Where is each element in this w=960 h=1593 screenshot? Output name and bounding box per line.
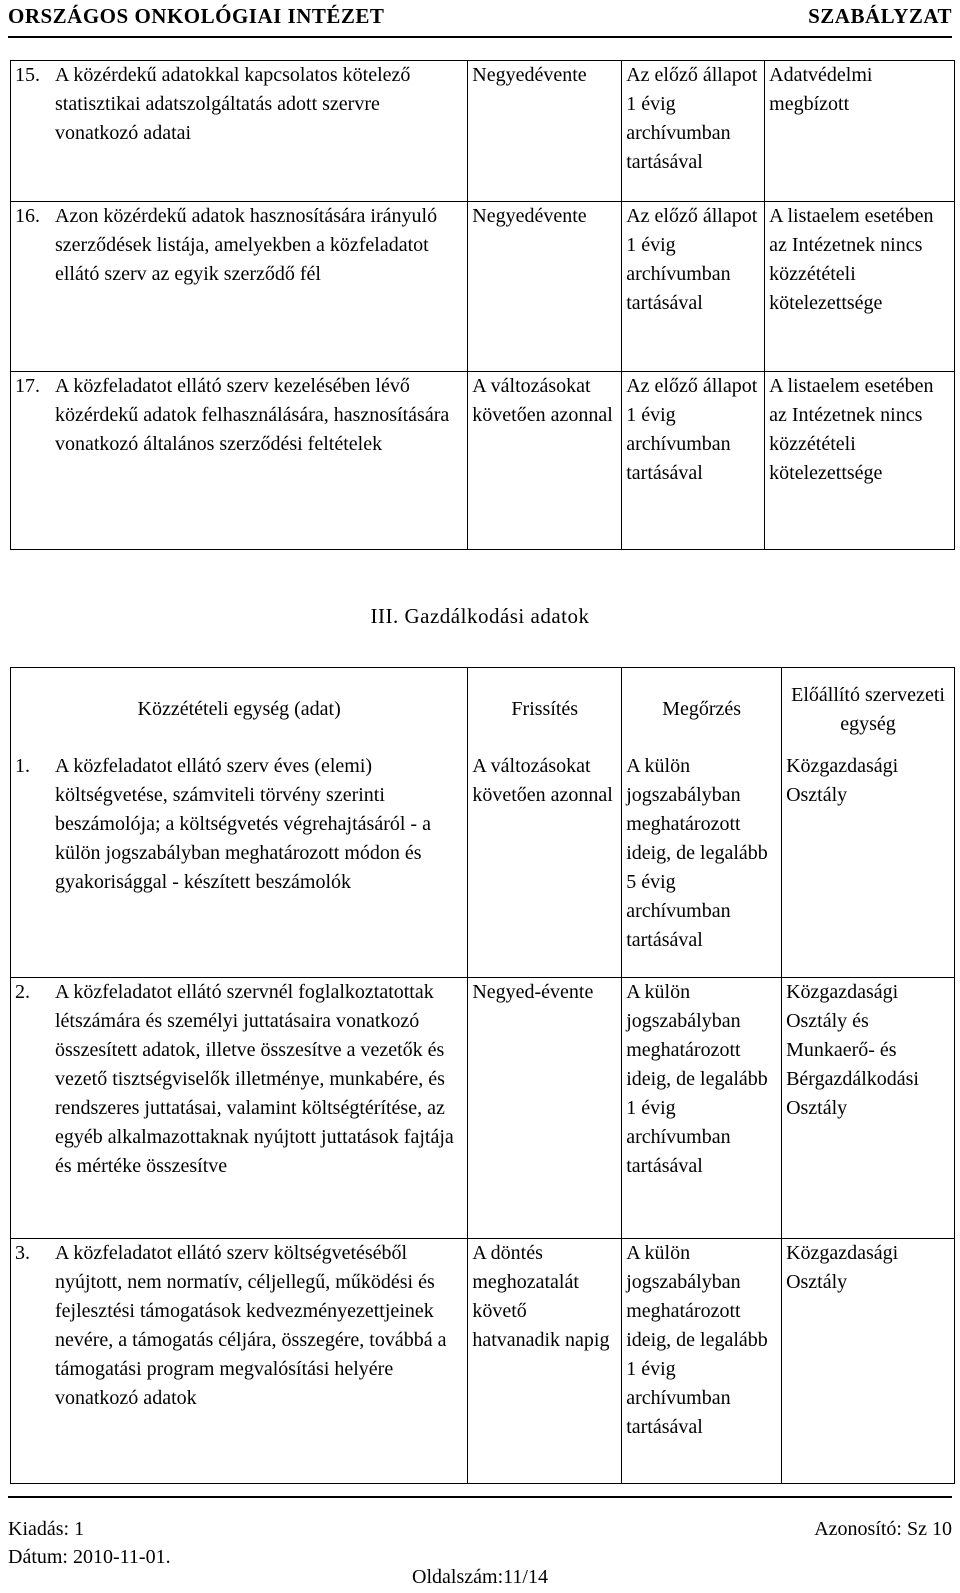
table-header-row bbox=[11, 668, 955, 752]
item-description: A közfeladatot ellátó szerv költségvetéséből nyújtott, nem normatív, céljellegű, működési és fejlesztési támogatások kedvezményezettjeinek nevére, a támogatás céljára, összegére, továbbá a támogatási program megvalósítási helyére vonatkozó adatok bbox=[55, 1242, 447, 1409]
table-row bbox=[11, 202, 955, 372]
item-cell bbox=[11, 202, 468, 372]
retention-cell: A külön jogszabályban meghatározott ideig, de legalább 1 évig archívumban tartásával bbox=[622, 978, 782, 1239]
financial-data-table bbox=[10, 667, 955, 1484]
item-number: 2. bbox=[15, 981, 30, 1003]
page-header bbox=[8, 0, 952, 38]
footer-date: Dátum: 2010-11-01. bbox=[8, 1546, 171, 1568]
item-number: 17. bbox=[15, 375, 40, 397]
unit-cell: Közgazdasági Osztály bbox=[782, 1239, 955, 1484]
item-description: A közfeladatot ellátó szerv kezelésében lévő közérdekű adatok felhasználására, hasznosítására vonatkozó általános szerződési feltételek bbox=[55, 375, 450, 455]
header-item: Közzétételi egység (adat) bbox=[11, 668, 468, 752]
unit-cell: Adatvédelmi megbízott bbox=[765, 61, 955, 202]
footer-identifier: Azonosító: Sz 10 bbox=[814, 1518, 952, 1540]
item-cell bbox=[11, 1239, 468, 1484]
item-number: 15. bbox=[15, 64, 40, 86]
frequency-cell: Negyed-évente bbox=[468, 978, 622, 1239]
item-number: 16. bbox=[15, 205, 40, 227]
frequency-cell: Negyedévente bbox=[468, 61, 622, 202]
header-frequency: Frissítés bbox=[468, 668, 622, 752]
frequency-cell: A döntés meghozatalát követő hatvanadik napig bbox=[468, 1239, 622, 1484]
item-description: Azon közérdekű adatok hasznosítására irányuló szerződések listája, amelyekben a közfeladatot ellátó szerv az egyik szerződő fél bbox=[55, 205, 438, 285]
footer-edition: Kiadás: 1 bbox=[8, 1518, 85, 1540]
table-row bbox=[11, 752, 955, 978]
item-cell bbox=[11, 752, 468, 978]
retention-cell: A külön jogszabályban meghatározott ideig, de legalább 1 évig archívumban tartásával bbox=[622, 1239, 782, 1484]
footer-page-number: Oldalszám:11/14 bbox=[412, 1566, 548, 1588]
item-description: A közérdekű adatokkal kapcsolatos kötelező statisztikai adatszolgáltatás adott szervre vonatkozó adatai bbox=[55, 64, 411, 144]
table-row bbox=[11, 61, 955, 202]
disclosure-table-part-1 bbox=[10, 60, 955, 550]
unit-cell: Közgazdasági Osztály és Munkaerő- és Bérgazdálkodási Osztály bbox=[782, 978, 955, 1239]
frequency-cell: Negyedévente bbox=[468, 202, 622, 372]
unit-cell: A listaelem esetében az Intézetnek nincs közzétételi kötelezettsége bbox=[765, 202, 955, 372]
table-row bbox=[11, 372, 955, 550]
unit-cell: A listaelem esetében az Intézetnek nincs közzétételi kötelezettsége bbox=[765, 372, 955, 550]
frequency-cell: A változásokat követően azonnal bbox=[468, 372, 622, 550]
header-retention: Megőrzés bbox=[622, 668, 782, 752]
retention-cell: Az előző állapot 1 évig archívumban tartásával bbox=[622, 61, 765, 202]
retention-cell: Az előző állapot 1 évig archívumban tartásával bbox=[622, 202, 765, 372]
item-cell bbox=[11, 372, 468, 550]
section-title: III. Gazdálkodási adatok bbox=[370, 604, 590, 628]
frequency-cell: A változásokat követően azonnal bbox=[468, 752, 622, 978]
table-row bbox=[11, 978, 955, 1239]
footer-divider bbox=[8, 1496, 952, 1498]
header-unit: Előállító szervezeti egység bbox=[782, 668, 955, 752]
item-cell bbox=[11, 978, 468, 1239]
retention-cell: A külön jogszabályban meghatározott ideig, de legalább 5 évig archívumban tartásával bbox=[622, 752, 782, 978]
item-description: A közfeladatot ellátó szervnél foglalkoztatottak létszámára és személyi juttatásaira vonatkozó összesített adatok, illetve összesítve a vezetők és vezető tisztségviselők illetménye, munkabére, és rendszeres juttatásai, valamint költségtérítése, az egyéb alkalmazottaknak nyújtott juttatások fajtája és mértéke összesítve bbox=[55, 981, 454, 1177]
item-cell bbox=[11, 61, 468, 202]
institution-name: ORSZÁGOS ONKOLÓGIAI INTÉZET bbox=[8, 4, 385, 28]
item-description: A közfeladatot ellátó szerv éves (elemi) költségvetése, számviteli törvény szerinti beszámolója; a költségvetés végrehajtásáról - a külön jogszabályban meghatározott módon és gyakorisággal - készített beszámolók bbox=[55, 754, 431, 893]
unit-cell: Közgazdasági Osztály bbox=[782, 752, 955, 978]
document-type: SZABÁLYZAT bbox=[808, 4, 952, 28]
table-row bbox=[11, 1239, 955, 1484]
item-number: 1. bbox=[15, 754, 30, 777]
item-number: 3. bbox=[15, 1242, 30, 1264]
retention-cell: Az előző állapot 1 évig archívumban tartásával bbox=[622, 372, 765, 550]
